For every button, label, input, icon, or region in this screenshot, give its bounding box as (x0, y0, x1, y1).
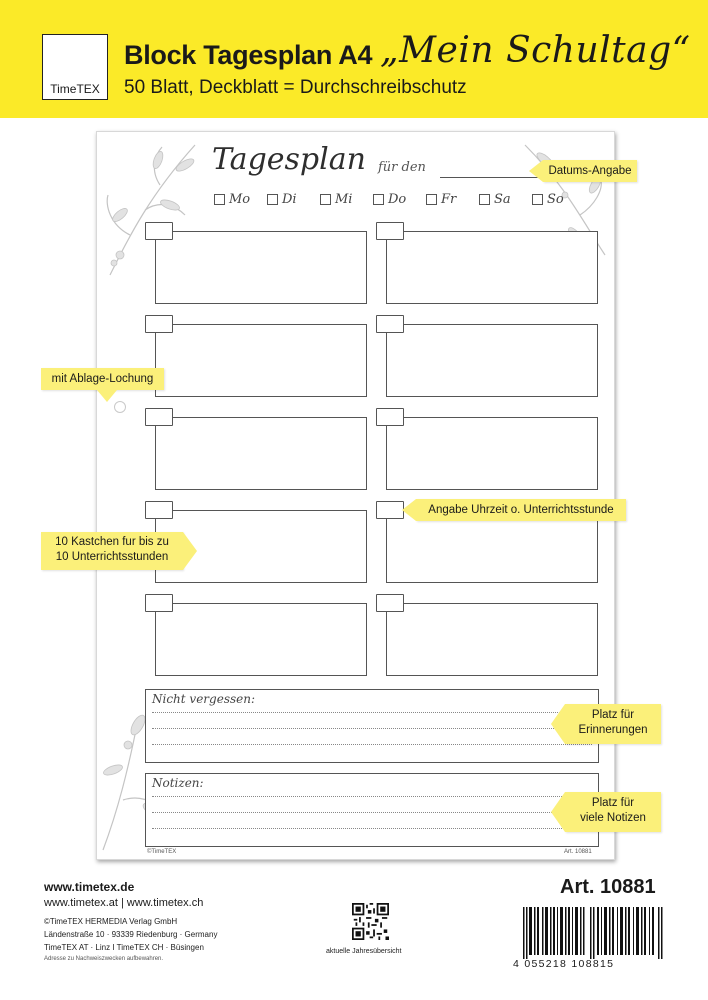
weekday-checkbox[interactable] (426, 194, 437, 205)
time-tab[interactable] (376, 594, 404, 612)
product-title-script: „Mein Schultag“ (380, 30, 691, 71)
weekday-do[interactable] (373, 192, 420, 207)
callout-punch (41, 368, 164, 390)
weekday-checkbox[interactable] (320, 194, 331, 205)
weekday-label: Di (282, 192, 297, 207)
callout-punch-text: mit Ablage-Lochung (51, 373, 154, 385)
callout-boxes-line2: 10 Unterrichtsstunden (55, 551, 169, 563)
lesson-box[interactable] (155, 231, 367, 304)
lesson-box[interactable] (386, 231, 598, 304)
weekday-label: Mi (335, 192, 353, 207)
weekday-checkbox[interactable] (214, 194, 225, 205)
qr-caption: aktuelle Jahresübersicht (326, 948, 402, 955)
ean-number: 4 055218 108815 (513, 958, 615, 970)
barcode (523, 907, 663, 959)
writing-line (152, 812, 592, 813)
date-label: für den (378, 160, 426, 175)
logo-text: TimeTEX (50, 82, 100, 96)
writing-line (152, 828, 592, 829)
lesson-box[interactable] (155, 603, 367, 676)
weekday-checkbox[interactable] (373, 194, 384, 205)
lesson-box[interactable] (155, 324, 367, 397)
weekday-checkbox[interactable] (267, 194, 278, 205)
weekday-row (214, 192, 579, 207)
callout-pointer (529, 160, 543, 182)
callout-pointer (183, 532, 197, 570)
callout-pointer (97, 390, 117, 402)
callout-reminders-line2: Erinnerungen (578, 724, 648, 736)
timetex-logo (42, 34, 108, 100)
callout-date-text: Datums-Angabe (548, 165, 632, 177)
product-title: Block Tagesplan A4 (124, 40, 373, 70)
sheet-copyright: ©TimeTEX (147, 849, 177, 855)
weekday-so[interactable] (532, 192, 579, 207)
callout-reminders-line1: Platz für (591, 709, 635, 721)
writing-line (152, 744, 592, 745)
footer-company: ©TimeTEX HERMEDIA Verlag GmbH (44, 917, 178, 926)
time-tab[interactable] (145, 222, 173, 240)
time-tab[interactable] (376, 408, 404, 426)
callout-time-text: Angabe Uhrzeit o. Unterrichtsstunde (428, 504, 614, 516)
lesson-box[interactable] (155, 417, 367, 490)
punch-hole (114, 401, 126, 413)
weekday-fr[interactable] (426, 192, 473, 207)
weekday-label: Do (388, 192, 407, 207)
weekday-checkbox[interactable] (532, 194, 543, 205)
weekday-label: Mo (229, 192, 251, 207)
sheet-title: Tagesplan (212, 142, 366, 177)
callout-notes-line1: Platz für (591, 797, 635, 809)
time-tab[interactable] (376, 501, 404, 519)
time-tab[interactable] (145, 594, 173, 612)
writing-line (152, 712, 592, 713)
weekday-mi[interactable] (320, 192, 367, 207)
callout-time (416, 499, 626, 521)
footer-address: Ländenstraße 10 · 93339 Riedenburg · Germany (44, 930, 218, 939)
callout-notes (565, 792, 661, 832)
time-tab[interactable] (376, 222, 404, 240)
lesson-box[interactable] (386, 324, 598, 397)
weekday-sa[interactable] (479, 192, 526, 207)
footer-branches: TimeTEX AT · Linz I TimeTEX CH · Büsingen (44, 943, 204, 952)
weekday-label: So (547, 192, 564, 207)
callout-pointer (551, 704, 565, 744)
callout-pointer (551, 792, 565, 832)
notes-box[interactable] (145, 773, 599, 847)
article-number: Art. 10881 (560, 876, 656, 898)
weekday-label: Sa (494, 192, 511, 207)
product-subtitle: 50 Blatt, Deckblatt = Durchschreibschutz (124, 77, 467, 98)
writing-line (152, 728, 592, 729)
weekday-mo[interactable] (214, 192, 261, 207)
callout-notes-line2: viele Notizen (580, 812, 646, 824)
weekday-di[interactable] (267, 192, 314, 207)
callout-date (543, 160, 637, 182)
footer-note: Adresse zu Nachweiszwecken aufbewahren. (44, 956, 164, 962)
callout-reminders (565, 704, 661, 744)
writing-line (152, 796, 592, 797)
weekday-label: Fr (441, 192, 457, 207)
callout-boxes (41, 532, 183, 570)
notes-label: Notizen: (152, 776, 204, 790)
lesson-box[interactable] (386, 417, 598, 490)
reminder-label: Nicht vergessen: (152, 692, 256, 706)
sheet-article-number: Art. 10881 (564, 849, 592, 855)
time-tab[interactable] (145, 315, 173, 333)
time-tab[interactable] (145, 501, 173, 519)
lesson-box[interactable] (386, 603, 598, 676)
footer-website-at-ch[interactable]: www.timetex.at | www.timetex.ch (44, 897, 204, 909)
callout-boxes-line1: 10 Kastchen fur bis zu (55, 536, 169, 548)
footer-website-de[interactable]: www.timetex.de (44, 880, 135, 894)
qr-code[interactable] (352, 903, 389, 940)
time-tab[interactable] (376, 315, 404, 333)
callout-pointer (402, 499, 416, 521)
reminder-box[interactable] (145, 689, 599, 763)
time-tab[interactable] (145, 408, 173, 426)
weekday-checkbox[interactable] (479, 194, 490, 205)
